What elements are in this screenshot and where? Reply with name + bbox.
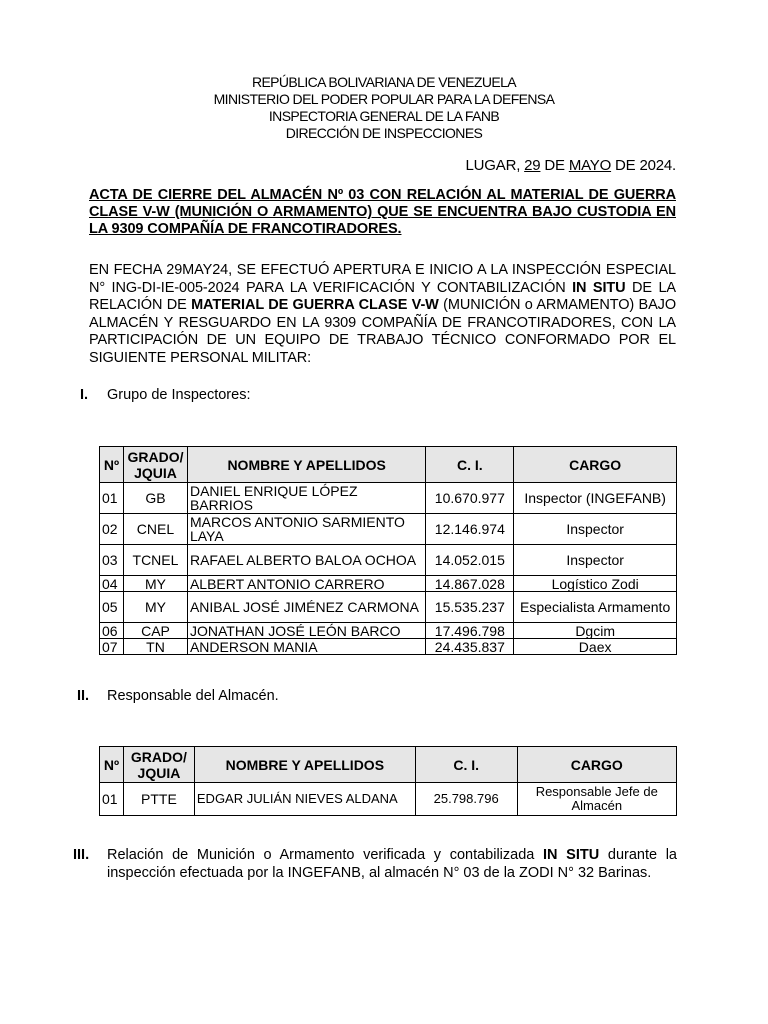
section-3-paragraph bbox=[107, 846, 677, 882]
section-3-bold-insitu: IN SITU bbox=[543, 847, 600, 863]
cell-position: Responsable Jefe de Almacén bbox=[517, 783, 676, 816]
cell-name: ANIBAL JOSÉ JIMÉNEZ CARMONA bbox=[187, 592, 425, 623]
intro-bold-insitu: IN SITU bbox=[572, 279, 626, 296]
table-row bbox=[100, 514, 677, 545]
intro-text-3: (MUNICIÓN o ARMAMENTO) BAJO ALMACÉN Y RESGUARDO EN LA 9309 COMPAÑÍA DE FRANCOTIRADORES, CON LA PARTICIPACIÓN DE UN EQUIPO DE TRABAJO TÉCNICO CONFORMADO POR EL SIGUIENTE PERSONAL MILITAR: bbox=[89, 297, 676, 366]
intro-text-2: DE LA RELACIÓN DE bbox=[89, 279, 676, 313]
document-date bbox=[466, 157, 676, 174]
responsable-table bbox=[99, 746, 677, 816]
cell-grade: TN bbox=[123, 639, 187, 655]
cell-grade: MY bbox=[123, 576, 187, 592]
header-grade: GRADO/ JQUIA bbox=[123, 447, 187, 483]
cell-ci: 12.146.974 bbox=[426, 514, 514, 545]
section-3-number: III. bbox=[73, 847, 90, 863]
table-row bbox=[100, 783, 677, 816]
cell-grade: TCNEL bbox=[123, 545, 187, 576]
cell-number: 07 bbox=[100, 639, 124, 655]
header-ci: C. I. bbox=[426, 447, 514, 483]
cell-number: 05 bbox=[100, 592, 124, 623]
cell-grade: PTTE bbox=[123, 783, 194, 816]
table-row bbox=[100, 623, 677, 639]
document-header bbox=[0, 74, 768, 142]
date-month: MAYO bbox=[568, 157, 612, 174]
cell-position: Inspector bbox=[514, 514, 677, 545]
cell-name: ALBERT ANTONIO CARRERO bbox=[187, 576, 425, 592]
header-name: NOMBRE Y APELLIDOS bbox=[187, 447, 425, 483]
cell-number: 02 bbox=[100, 514, 124, 545]
cell-number: 01 bbox=[100, 783, 124, 816]
table-row bbox=[100, 592, 677, 623]
section-1-label: Grupo de Inspectores: bbox=[107, 387, 251, 403]
date-de: DE bbox=[540, 157, 569, 174]
table-row bbox=[100, 483, 677, 514]
cell-ci: 14.052.015 bbox=[426, 545, 514, 576]
cell-number: 01 bbox=[100, 483, 124, 514]
cell-number: 06 bbox=[100, 623, 124, 639]
section-2-label: Responsable del Almacén. bbox=[107, 688, 279, 704]
cell-grade: GB bbox=[123, 483, 187, 514]
header-number: Nº bbox=[100, 447, 124, 483]
cell-position: Especialista Armamento bbox=[514, 592, 677, 623]
header-number: Nº bbox=[100, 747, 124, 783]
cell-number: 03 bbox=[100, 545, 124, 576]
header-grade: GRADO/ JQUIA bbox=[123, 747, 194, 783]
cell-ci: 14.867.028 bbox=[426, 576, 514, 592]
cell-position: Inspector bbox=[514, 545, 677, 576]
header-name: NOMBRE Y APELLIDOS bbox=[194, 747, 415, 783]
cell-ci: 17.496.798 bbox=[426, 623, 514, 639]
date-day: 29 bbox=[524, 157, 541, 174]
cell-name: EDGAR JULIÁN NIEVES ALDANA bbox=[194, 783, 415, 816]
header-line-directorate: DIRECCIÓN DE INSPECCIONES bbox=[285, 125, 483, 141]
table-row bbox=[100, 639, 677, 655]
cell-grade: MY bbox=[123, 592, 187, 623]
header-line-ministry: MINISTERIO DEL PODER POPULAR PARA LA DEFENSA bbox=[213, 91, 555, 107]
cell-ci: 15.535.237 bbox=[426, 592, 514, 623]
cell-number: 04 bbox=[100, 576, 124, 592]
cell-grade: CNEL bbox=[123, 514, 187, 545]
date-prefix: LUGAR, bbox=[465, 157, 525, 174]
cell-name: DANIEL ENRIQUE LÓPEZ BARRIOS bbox=[187, 483, 425, 514]
table-row bbox=[100, 545, 677, 576]
document-title: ACTA DE CIERRE DEL ALMACÉN Nº 03 CON RELACIÓN AL MATERIAL DE GUERRA CLASE V-W (MUNICIÓN O ARMAMENTO) QUE SE ENCUENTRA BAJO CUSTODIA EN LA 9309 COMPAÑÍA DE FRANCOTIRADORES. bbox=[89, 187, 676, 237]
intro-paragraph bbox=[89, 262, 676, 367]
header-line-republic: REPÚBLICA BOLIVARIANA DE VENEZUELA bbox=[251, 74, 517, 90]
section-1-number: I. bbox=[80, 387, 89, 403]
inspectors-table bbox=[99, 446, 677, 655]
cell-position: Dgcim bbox=[514, 623, 677, 639]
intro-bold-material: MATERIAL DE GUERRA CLASE V-W bbox=[191, 297, 439, 313]
cell-name: ANDERSON MANIA bbox=[187, 639, 425, 655]
header-position: CARGO bbox=[517, 747, 676, 783]
section-2-number: II. bbox=[77, 688, 90, 704]
table-row bbox=[100, 576, 677, 592]
intro-text-1: EN FECHA 29MAY24, SE EFECTUÓ APERTURA E INICIO A LA INSPECCIÓN ESPECIAL N° ING-DI-IE-005-2024 PARA LA VERIFICACIÓN Y CONTABILIZACIÓN bbox=[89, 262, 676, 296]
date-suffix: DE 2024. bbox=[611, 157, 676, 174]
cell-name: MARCOS ANTONIO SARMIENTO LAYA bbox=[187, 514, 425, 545]
cell-name: RAFAEL ALBERTO BALOA OCHOA bbox=[187, 545, 425, 576]
cell-ci: 25.798.796 bbox=[415, 783, 517, 816]
section-3-text-1: Relación de Munición o Armamento verificada y contabilizada bbox=[107, 847, 544, 863]
responsable-table-header bbox=[100, 747, 677, 783]
cell-name: JONATHAN JOSÉ LEÓN BARCO bbox=[187, 623, 425, 639]
cell-position: Inspector (INGEFANB) bbox=[514, 483, 677, 514]
inspectors-table-header bbox=[100, 447, 677, 483]
section-3-text-2: durante la inspección efectuada por la INGEFANB, al almacén N° 03 de la ZODI N° 32 Barinas. bbox=[107, 847, 678, 881]
header-line-inspectorate: INSPECTORIA GENERAL DE LA FANB bbox=[268, 108, 500, 124]
header-ci: C. I. bbox=[415, 747, 517, 783]
cell-ci: 24.435.837 bbox=[426, 639, 514, 655]
cell-position: Logístico Zodi bbox=[514, 576, 677, 592]
cell-position: Daex bbox=[514, 639, 677, 655]
cell-grade: CAP bbox=[123, 623, 187, 639]
cell-ci: 10.670.977 bbox=[426, 483, 514, 514]
header-position: CARGO bbox=[514, 447, 677, 483]
